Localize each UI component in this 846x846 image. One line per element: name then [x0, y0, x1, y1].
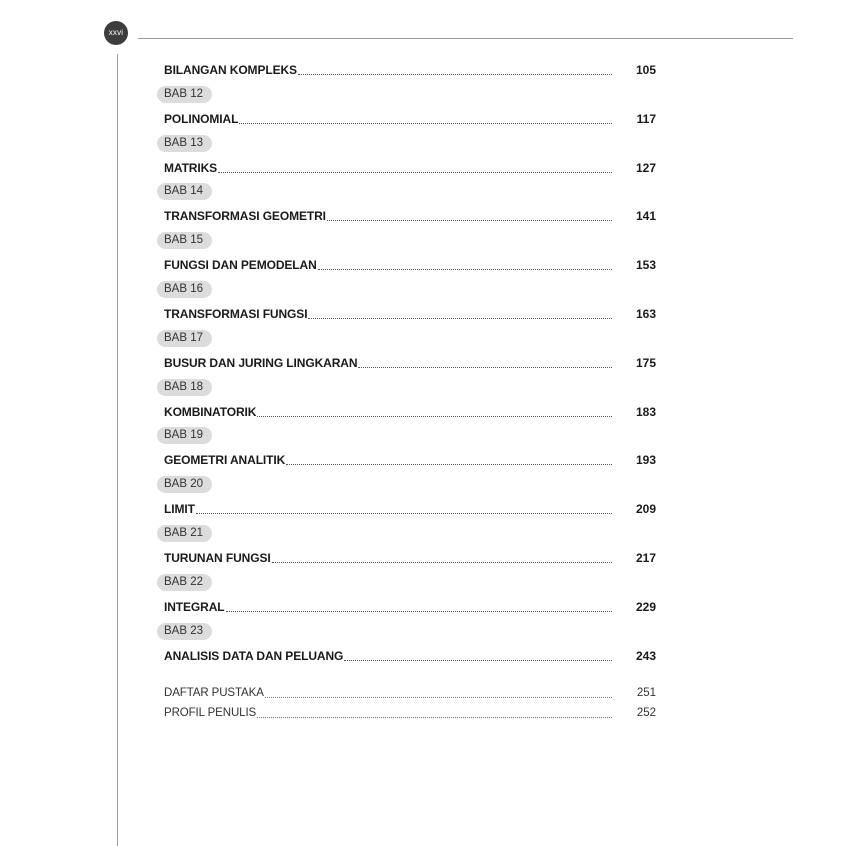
- entry-page-number: 252: [636, 707, 656, 719]
- toc-entry[interactable]: [164, 111, 656, 127]
- toc-entry[interactable]: [164, 257, 656, 273]
- toc-entry[interactable]: [164, 306, 656, 322]
- chapter-label: BAB 13: [157, 135, 212, 152]
- toc-entry[interactable]: [164, 452, 656, 468]
- toc-entry[interactable]: [164, 550, 656, 566]
- chapter-label: BAB 23: [157, 623, 212, 640]
- entry-page-number: 117: [636, 111, 656, 126]
- toc-entry[interactable]: [164, 62, 656, 78]
- dot-leader: [272, 562, 612, 563]
- chapter-label: BAB 16: [157, 281, 212, 298]
- entry-page-number: 193: [635, 453, 656, 468]
- entry-title: TRANSFORMASI FUNGSI: [164, 307, 308, 321]
- entry-page-number: 163: [635, 307, 656, 321]
- toc-entry[interactable]: [164, 501, 656, 517]
- entry-page-number: 251: [636, 687, 656, 699]
- dot-leader: [327, 220, 612, 221]
- entry-page-number: 243: [635, 648, 656, 663]
- entry-title: TRANSFORMASI GEOMETRI: [164, 209, 326, 224]
- entry-title: GEOMETRI ANALITIK: [164, 453, 286, 468]
- entry-title: BILANGAN KOMPLEKS: [164, 63, 297, 77]
- entry-title: INTEGRAL: [164, 599, 225, 614]
- entry-title: FUNGSI DAN PEMODELAN: [164, 258, 317, 273]
- chapter-label: BAB 20: [157, 476, 212, 493]
- dot-leader: [239, 123, 612, 124]
- dot-leader: [344, 660, 612, 661]
- chapter-label: BAB 15: [157, 232, 212, 249]
- entry-title: DAFTAR PUSTAKA: [164, 687, 264, 699]
- toc-entry[interactable]: [164, 404, 656, 420]
- dot-leader: [218, 172, 612, 173]
- page-number-badge: xxvi: [104, 21, 128, 45]
- dot-leader: [257, 717, 612, 718]
- entry-page-number: 141: [635, 209, 656, 224]
- chapter-label: BAB 21: [157, 525, 212, 542]
- entry-title: PROFIL PENULIS: [164, 707, 257, 719]
- toc-entry[interactable]: [164, 208, 656, 224]
- toc-entry[interactable]: [164, 160, 656, 176]
- entry-page-number: 229: [635, 599, 656, 614]
- chapter-label: BAB 12: [157, 86, 212, 103]
- chapter-label: BAB 17: [157, 330, 212, 347]
- chapter-label: BAB 22: [157, 574, 212, 591]
- entry-page-number: 105: [635, 63, 656, 77]
- entry-title: ANALISIS DATA DAN PELUANG: [164, 648, 344, 663]
- entry-page-number: 209: [635, 502, 656, 517]
- entry-page-number: 127: [635, 160, 656, 175]
- toc-entry[interactable]: [164, 355, 656, 371]
- dot-leader: [196, 513, 612, 514]
- entry-page-number: 153: [635, 258, 656, 273]
- entry-title: KOMBINATORIK: [164, 404, 257, 419]
- entry-title: BUSUR DAN JURING LINGKARAN: [164, 355, 358, 370]
- toc-entry[interactable]: [164, 648, 656, 664]
- entry-page-number: 183: [635, 404, 656, 419]
- chapter-label: BAB 19: [157, 427, 212, 444]
- dot-leader: [358, 367, 612, 368]
- chapter-label: BAB 18: [157, 379, 212, 396]
- entry-title: LIMIT: [164, 502, 195, 517]
- back-matter-entry[interactable]: [164, 705, 656, 721]
- chapter-label: BAB 14: [157, 183, 212, 200]
- entry-page-number: 175: [635, 355, 656, 370]
- dot-leader: [265, 697, 612, 698]
- back-matter-entry[interactable]: [164, 685, 656, 701]
- dot-leader: [257, 416, 612, 417]
- entry-title: TURUNAN FUNGSI: [164, 551, 271, 565]
- dot-leader: [318, 269, 612, 270]
- entry-title: MATRIKS: [164, 160, 218, 175]
- dot-leader: [298, 74, 612, 75]
- entry-title: POLINOMIAL: [164, 111, 239, 126]
- dot-leader: [226, 611, 612, 612]
- dot-leader: [286, 464, 612, 465]
- dot-leader: [308, 318, 612, 319]
- toc-entry[interactable]: [164, 599, 656, 615]
- entry-page-number: 217: [635, 551, 656, 565]
